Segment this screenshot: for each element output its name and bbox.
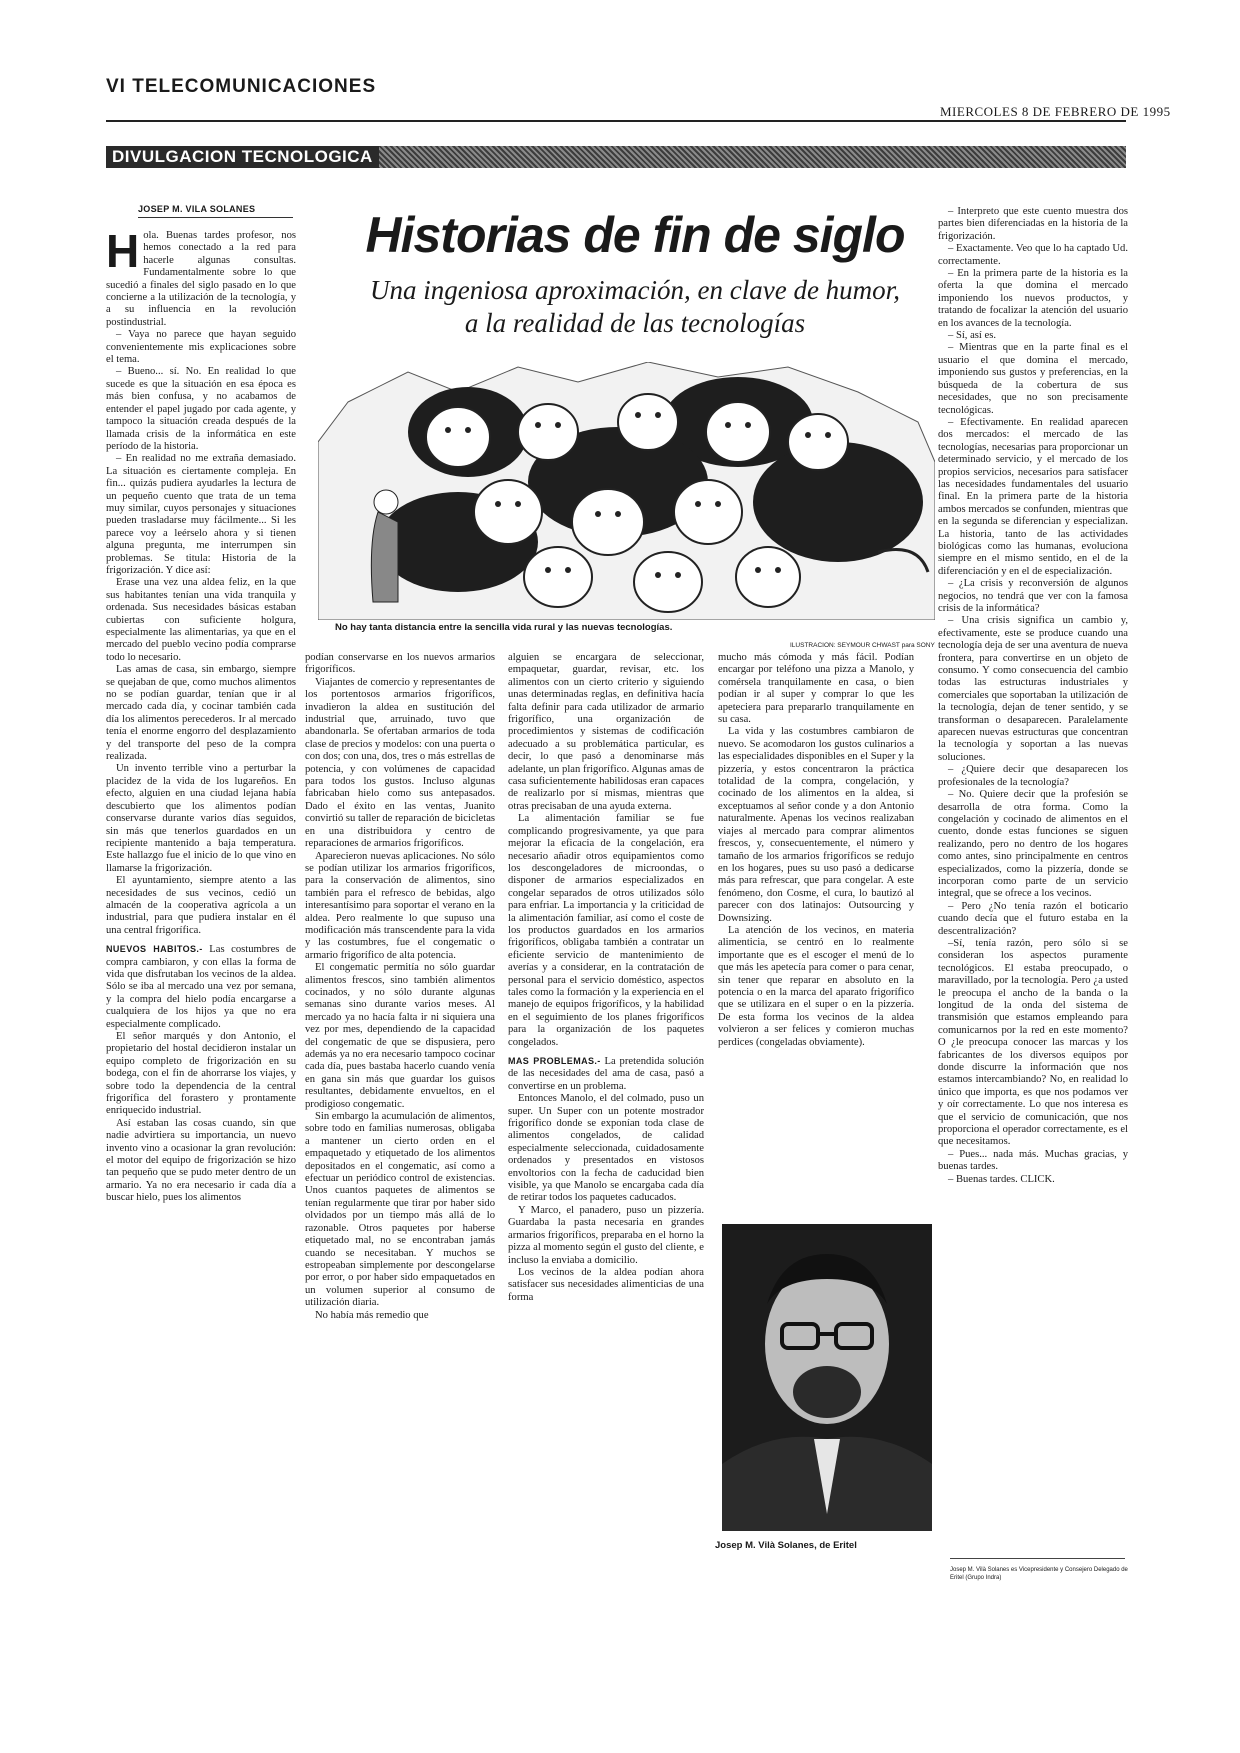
paragraph: – Interpreto que este cuento muestra dos partes bien diferenciadas en la historia de la frigorización. [938,206,1128,242]
paragraph: Entonces Manolo, el del colmado, puso un super. Un Super con un potente mostrador frigorífico donde se exponían toda clase de alimentos congelados, de calidad especialmente seleccionada, cuidadosamente ordenados y presentados en vistosos envoltorios con la fecha de caducidad bien visible, ya que Manolo se encargaba cada día de retirar todos los paquetes caducados. [508,1093,704,1204]
paragraph: El señor marqués y don Antonio, el propietario del hostal decidieron instalar un equipo completo de frigorización en su bodega, con el fin de ahorrarse los viajes, y sobre todo la dependencia de la central frigorífica del forastero y prontamente enriquecido industrial. [106,1031,296,1117]
headline: Historias de fin de siglo [365,207,905,263]
subhead [335,274,935,340]
paragraph: – ¿La crisis y reconversión de algunos negocios, no tendrá que ver con la famosa crisis de la informática? [938,578,1128,614]
paragraph: mucho más cómoda y más fácil. Podían encargar por teléfono una pizza a Manolo, y comérsela tranquilamente en casa, o bien podían ir al super y comprar lo que les apeteciera para prepararlo tranquilamente en su casa. [718,652,914,726]
cow-illustration [318,362,935,620]
top-rule [106,120,1126,122]
paragraph: – Sí, así es. [948,330,996,342]
paragraph: La atención de los vecinos, en materia alimenticia, se centró en lo realmente importante que es el escoger el menú de lo que más les apetecía para comer o para cenar, sin tener que reparar en absoluto en la potencia o en la marca del aparato frigorífico que se utilizara en el super o en la pizzería. De esta forma los vecinos de la aldea volvieron a ser felices y comieron muchas perdices (congeladas obviamente). [718,924,914,1048]
publication-date: MIERCOLES 8 DE FEBRERO DE 1995 [940,104,1171,119]
paragraph: – ¿Quiere decir que desaparecen los profesionales de la tecnología? [938,764,1128,788]
byline-rule [138,217,293,218]
paragraph: Y Marco, el panadero, puso un pizzería. Guardaba la pasta necesaria en grandes armarios frigoríficos, preparaba en el horno la pizza al momento según el gusto del cliente, e incluso la enviaba a domicilio. [508,1204,704,1266]
paragraph: Los vecinos de la aldea podían ahora satisfacer sus necesidades alimenticias de una forma [508,1266,704,1303]
subheading-mas-problemas: MAS PROBLEMAS.- [508,1056,601,1066]
paragraph: alguien se encargara de seleccionar, empaquetar, guardar, revisar, etc. los alimentos con un cierto criterio y siguiendo unas determinadas reglas, en definitiva hacía falta definir para cada utilizador de armario frigorífico, una organización de procedimientos y sistemas de codificación adecuado a su problemática particular, es decir, lo que pasó a denominarse más adelante, un plan frigorífico. Algunas amas de casa suficientemente habilidosas eran capaces de realizarlo por sí mismas, mientras que otras precisaban de una ayuda externa. [508,652,704,812]
paragraph: Aparecieron nuevas aplicaciones. No sólo se podían utilizar los armarios frigoríficos, para la conservación de alimentos, sino también para el refresco de bebidas, algo interesantísimo para soportar el verano en la aldea. Pero realmente lo que supuso una modificación más transcendente para la vida y las costumbres, fue el congematic o armario frigorífico de alta potencia. [305,850,495,961]
byline: JOSEP M. VILA SOLANES [138,204,256,214]
section-header: VI TELECOMUNICACIONES [106,76,377,97]
paragraph: – En la primera parte de la historia es la oferta la que domina el mercado imponiendo los nuevos productos, y tratando de focalizar la atención del usuario en los avances de la tecnología. [938,268,1128,329]
paragraph: MAS PROBLEMAS.- La pretendida solución de las necesidades del ama de casa, pasó a convertirse en un problema. [508,1056,705,1092]
paragraph: NUEVOS HABITOS.- Las costumbres de compra cambiaron, y con ellas la forma de vida que disfrutaban los vecinos de la aldea. Sólo se iba al mercado una vez por semana, y la compra del hielo podía encargarse a cualquiera de los hijos ya que no era especialmente complicado. [106,944,296,1030]
author-bio: Josep M. Vilà Solanes es Vicepresidente y Consejero Delegado de Eritel (Grupo Indra) [950,1567,1128,1581]
paragraph: No había más remedio que [315,1309,429,1321]
paragraph: –Sí, tenía razón, pero sólo si se consideran los aspectos puramente tecnológicos. El estaba preocupado, o maravillado, por la tecnología. Pero ¿a usted le preocupa el ancho de la banda o la longitud de la onda del sistema de transmisión que estamos empleando para comunicarnos por la red en este momento? O ¿le preocupa conocer las marcas y los fabricantes de los diversos equipos por donde discurre la información que nos estamos intercambiando? No, en realidad lo único que importa, es que nos podamos ver y oír correctamente. Lo que nos interesa es que el servicio de comunicación, que nos proporciona el operador correctamente, es el que necesitamos. [938,937,1128,1148]
subhead-line-1: Una ingeniosa aproximación, en clave de humor, [370,275,900,305]
illustration-caption: No hay tanta distancia entre la sencilla vida rural y las nuevas tecnologías. [335,622,673,633]
photo-caption: Josep M. Vilà Solanes, de Eritel [715,1540,857,1551]
paragraph: La alimentación familiar se fue complicando progresivamente, ya que para mejorar la eficacia de la congelación, era necesario añadir otros equipamientos como los descongeladores de microondas, o disponer de armarios especializados en congelar separados de otros utilizados sólo para enfriar. La importancia y la criticidad de la alimentación familiar, así como el coste de los productos guardados en los armarios frigoríficos, obligaba también a contratar un eficiente servicio de mantenimiento de averías y a considerar, en la contratación de personal para el servicio doméstico, aspectos tales como la formación y la experiencia en el manejo de equipos frigoríficos, y la habilidad en el seguimiento de los planes frigoríficos para la organización de los paquetes congelados. [508,813,704,1048]
paragraph: Viajantes de comercio y representantes de los portentosos armarios frigoríficos, invadieron la aldea en sustitución del industrial que, arruinado, tuvo que abandonarla. Se ofertaban armarios de toda clase de precios y modelos: con una puerta o con dos; con una, dos, tres o más estrellas de potencia, y con volúmenes de capacidad para todos los gustos. Incluso algunas fabricaban hielo como sus antepasados. Dado el éxito en las ventas, Juanito convirtió su taller de reparación de bicicletas en una distribuidora y centro de reparaciones de armarios frigoríficos. [305,676,496,850]
paragraph: El congematic permitía no sólo guardar alimentos frescos, sino también alimentos cocinados, y no sólo durante algunas semanas sino durante varios meses. Al mercado ya no hacía falta ir ni siquiera una vez por mes, dependiendo de la capacidad del congematic de que se dispusiera, pero además ya no era necesario tampoco cocinar cada día, pues bastaba hacerlo cuando venía en gana sin más que guardar los guisos resultantes, debidamente envueltos, en el prodigioso congematic. [305,962,495,1110]
paragraph: Erase una vez una aldea feliz, en la que sus habitantes tenían una vida tranquila y ordenada. Sus necesidades básicas estaban cubiertas con suficiente holgura, especialmente las alimentarias, ya que en el mercado del pueblo vecino podía comprarse todo lo necesario. [106,577,296,663]
paragraph: El ayuntamiento, siempre atento a las necesidades de sus vecinos, cedió un almacén de la cooperativa agrícola a un industrial, para que pudiera instalar en él una central frigorífica. [106,875,296,936]
paragraph: – Exactamente. Veo que lo ha captado Ud. correctamente. [938,243,1128,267]
paragraph: Un invento terrible vino a perturbar la placidez de la vida de los lugareños. En efecto, alguien en una ciudad lejana había descubierto que los alimentos podían conservarse durante varios días seguidos, sin más que tenerlos guardados en un recipiente mantenido a baja temperatura. Este hallazgo fue el inicio de lo que vino en llamarse la frigorización. [106,763,296,874]
column-5 [938,206,1128,1186]
drop-cap: H [106,225,140,277]
paragraph: – Bueno... sí. No. En realidad lo que sucede es que la situación en esa época es más bien confusa, y no acabamos de entender el papel jugado por cada agente, y tampoco la situación creada después de la llamada crisis de la informática en este período de la historia. [106,366,296,452]
paragraph: – Buenas tardes. CLICK. [948,1173,1055,1185]
paragraph: – Efectivamente. En realidad aparecen dos mercados: el mercado de las tecnologías, necesarias para proporcionar un determinado servicio, y el mercado de los propios servicios, necesarios para satisfacer las necesidades fundamentales del usuario final. En la primera parte de la historia ambos mercados se confunden, mientras que en la segunda se diferencian y especializan. La historia, tanto de las actividades biológicas como las humanas, evoluciona siempre en el mismo sentido, en el de la diferenciación y en el de especialización. [938,416,1128,577]
paragraph: – No. Quiere decir que la profesión se desarrolla de otra forma. Como la congelación y cocinado de alimentos en el cuento, donde estas funciones se siguen realizando, pero no dentro de los hogares como antes, sino principalmente en centros especializados, como la pizzería, donde se incorporan como parte de un servicio integral, que se ofrece a los vecinos. [938,789,1128,900]
column-2 [305,652,495,1322]
paragraph: Así estaban las cosas cuando, sin que nadie advirtiera su importancia, un nuevo invento vino a ocasionar la gran revolución: el motor del equipo de frigorización se hizo tan pequeño que se pudo meter dentro de un armario. Ya no era necesario ir cada día a buscar hielo, pues los alimentos [106,1117,296,1204]
column-3 [508,652,704,1304]
illustration-credit: ILUSTRACION: SEYMOUR CHWAST para SONY [790,642,935,649]
bio-rule [950,1558,1125,1559]
paragraph: – En realidad no me extraña demasiado. La situación es ciertamente compleja. En fin... quizás pudiera ayudarles la lectura de un pequeño cuento que trata de un tema muy similar, cuyos personajes y situaciones pueden trasladarse muy fácilmente... Si les parece voy a leérselo ahora y si tienen alguna pregunta, me interrumpen sin problemas. Se titula: Historia de la frigorización. Y dice así: [106,453,296,576]
paragraph: – Vaya no parece que hayan seguido convenientemente mis explicaciones sobre el tema. [106,329,296,366]
lead-paragraph: Hola. Buenas tardes profesor, nos hemos conectado a la red para hacerle algunas consultas. Fundamentalmente sobre lo que sucedió a finales del siglo pasado en lo que concierne a la utilización de la tecnología, y a su influencia en la revolución postindustrial. [106,225,296,328]
subheading-nuevos-habitos: NUEVOS HABITOS.- [106,944,203,955]
column-1 [106,225,296,1205]
paragraph: – Una crisis significa un cambio y, efectivamente, este se produce cuando una tecnología deja de ser una aventura de nueva frontera, para convertirse en un objeto de consumo. Y como consecuencia del cambio todas las estructuras industriales y comerciales que soportaban la utilización de la tecnología, dejan de tener sentido, y se transforman o desaparecen. Paralelamente aparecen nuevas estructuras que concentran la tecnología y soportan a las nuevas soluciones. [938,615,1128,763]
paragraph: podían conservarse en los nuevos armarios frigoríficos. [305,652,495,676]
paragraph: Sin embargo la acumulación de alimentos, sobre todo en familias numerosas, obligaba a mantener un cierto orden en el empaquetado y etiquetado de los alimentos depositados en el congematic, así como a efectuar un periódico control de existencias. Unos cuantos paquetes de alimentos se tenían regularmente que tirar por haber sido olvidados por un tiempo más allá de lo razonable. Otros paquetes por haberse etiquetado mal, no se encontraban jamás cuando se necesitaban. Y muchos se estropeaban simplemente por descongelarse por error, o por haber sido empaquetados en un volumen superior al consumo de utilización diaria. [305,1111,495,1309]
paragraph: – Pues... nada más. Muchas gracias, y buenas tardes. [938,1148,1128,1173]
section-banner [106,146,1126,168]
paragraph: – Pero ¿No tenía razón el boticario cuando decía que el futuro estaba en la descentralización? [938,900,1128,937]
paragraph: – Mientras que en la parte final es el usuario el que domina el mercado, imponiendo sus gustos y preferencias, en la búsqueda de la cobertura de sus necesidades, que no son precisamente tecnológicas. [938,342,1128,416]
column-4 [718,652,914,1049]
author-photo [722,1224,932,1531]
paragraph: La vida y las costumbres cambiaron de nuevo. Se acomodaron los gustos culinarios a las especialidades disponibles en el Super y la pizzería, y estos concentraron la práctica totalidad de la compra, congelación, y cocinado de los alimentos en la aldea, si exceptuamos al señor conde y a don Antonio naturalmente. Apenas los vecinos realizaban viajes al mercado para comprar alimentos frescos, y, consecuentemente, el número y tamaño de los armarios frigoríficos se redujo en los hogares, pues su uso pasó a dedicarse más para refrescar, que para congelar. A este fenómeno, don Cosme, el cura, lo bautizó al parecer con dos latinajos: Outsourcing y Downsizing. [718,726,914,924]
paragraph: Las amas de casa, sin embargo, siempre se quejaban de que, como muchos alimentos no se podían guardar, tenían que ir al mercado cada día, y cocinar también cada día los alimentos perecederos. Ir al mercado tenía el enorme engorro del desplazamiento y del transporte del peso de la compra realizada. [106,664,296,763]
banner-label: DIVULGACION TECNOLOGICA [106,146,379,168]
subhead-line-2: a la realidad de las tecnologías [464,308,806,338]
